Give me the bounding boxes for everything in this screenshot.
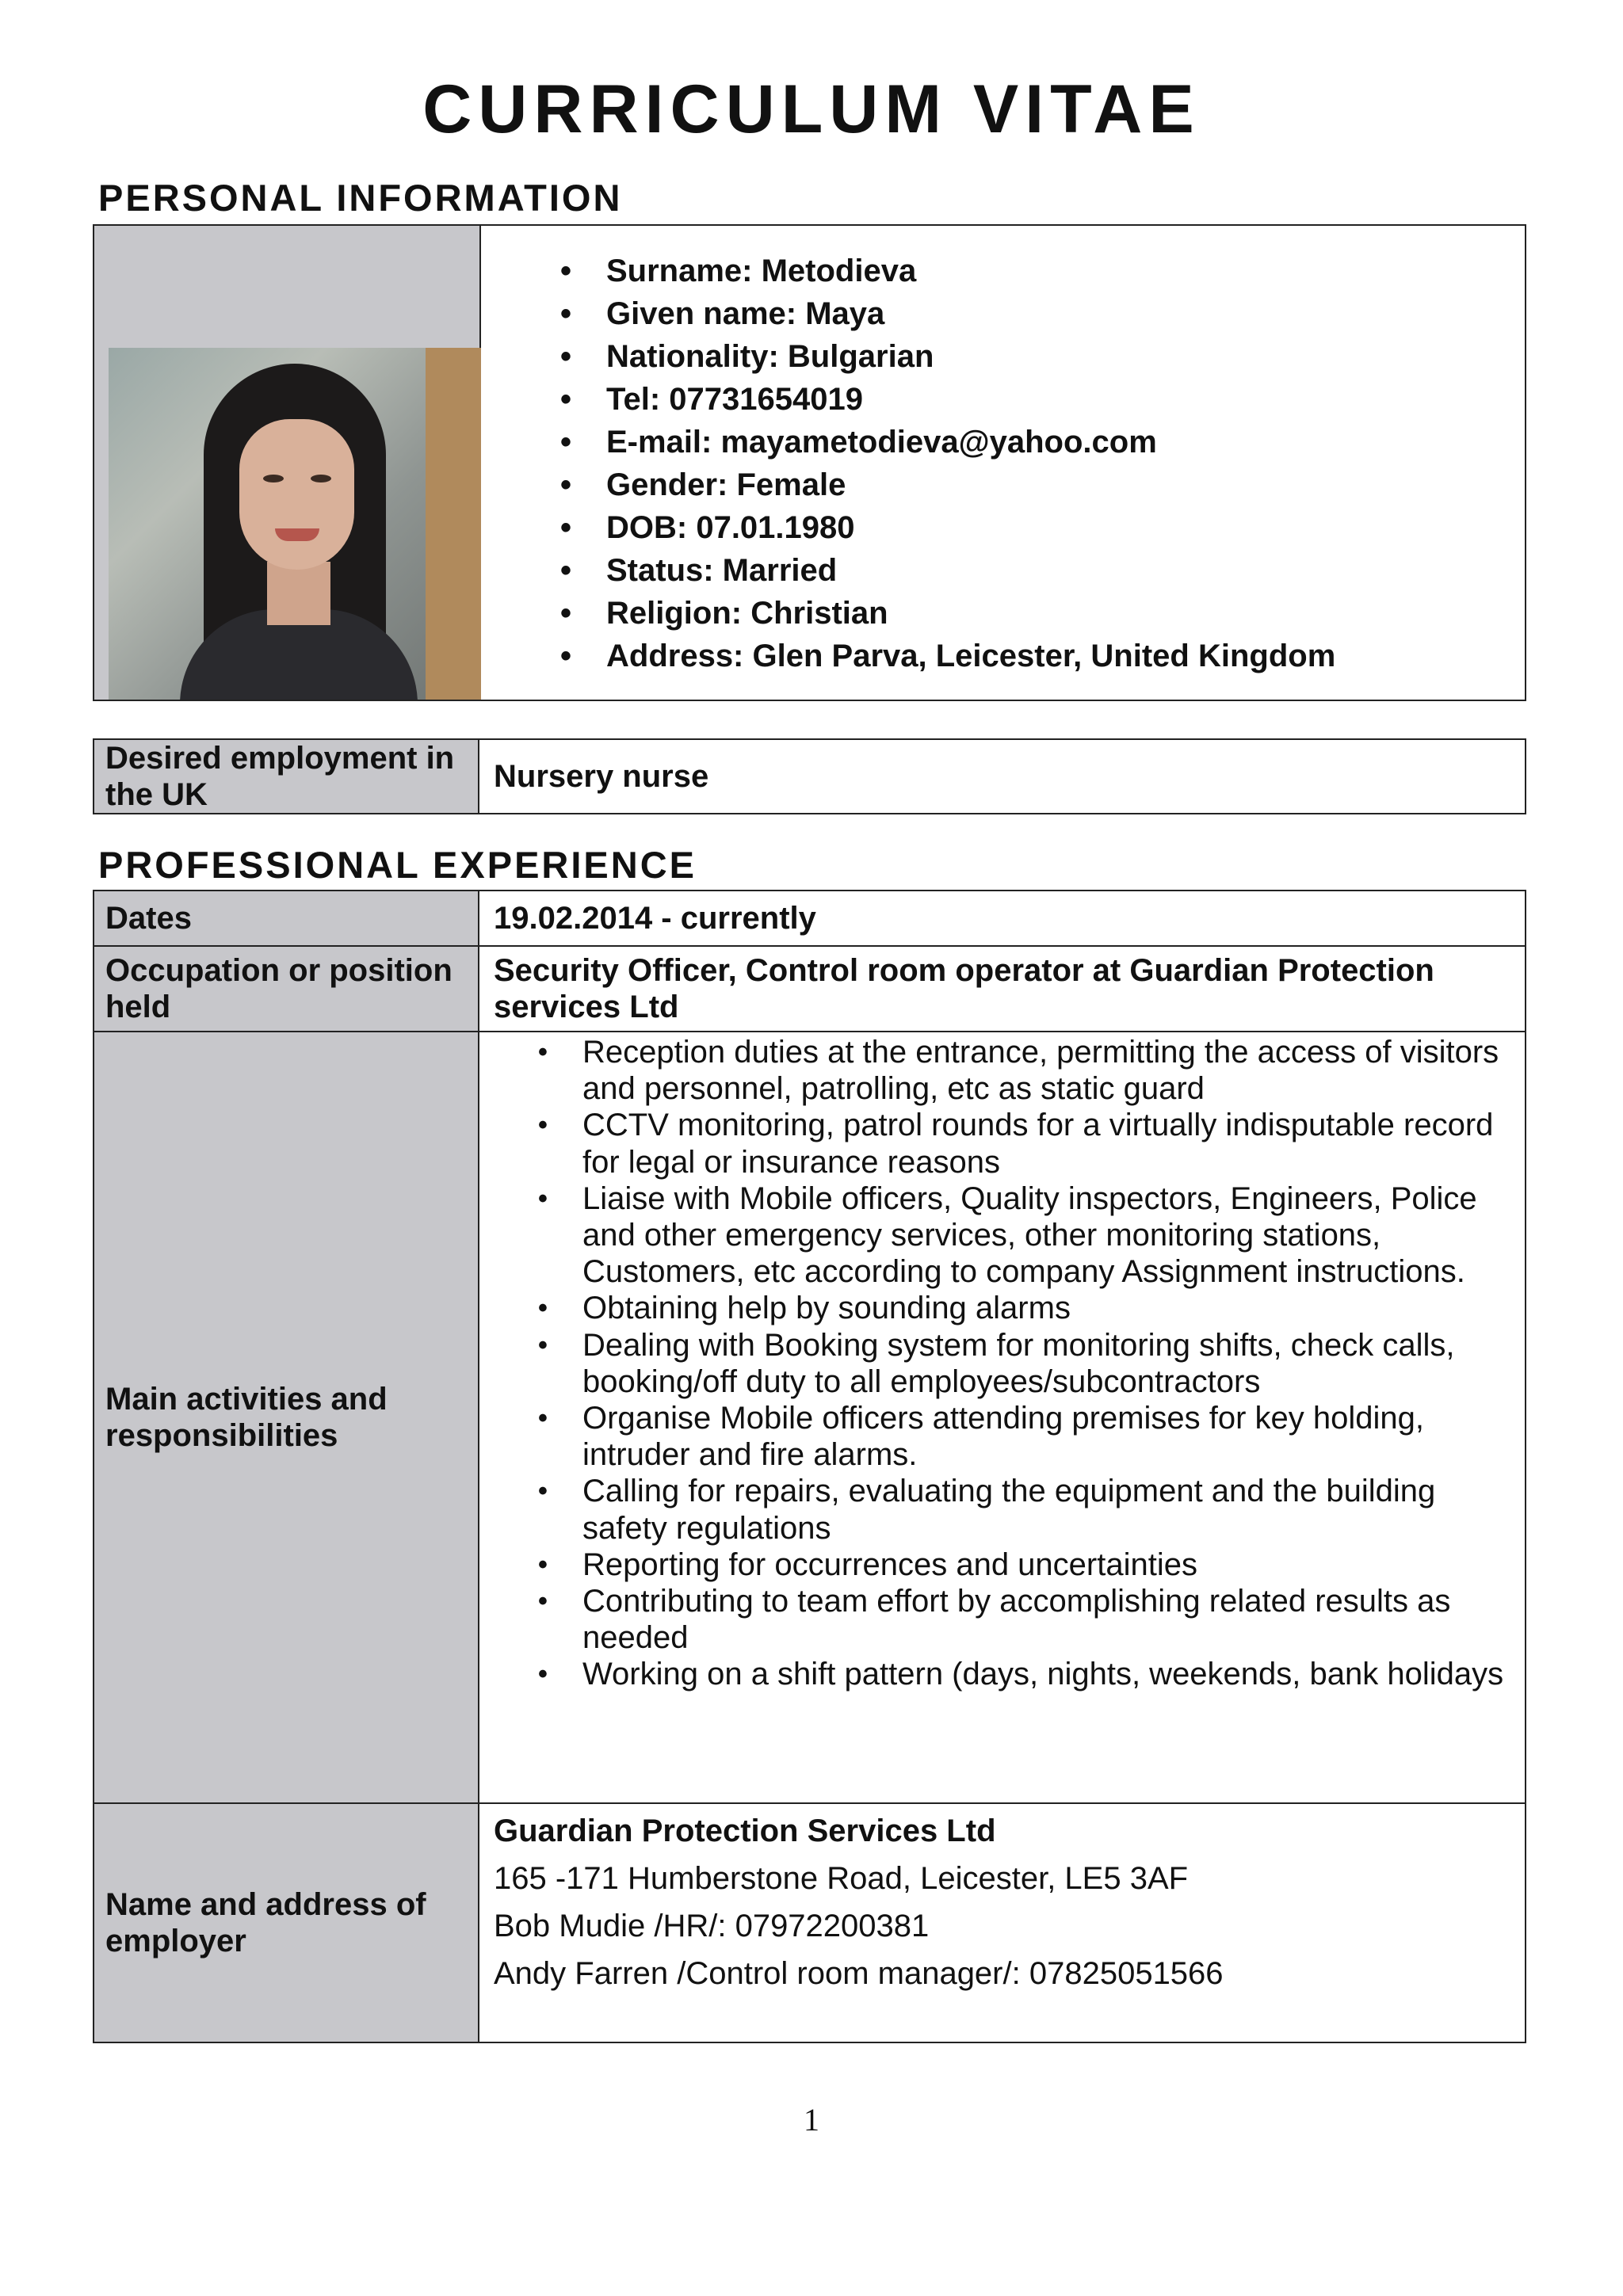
employer-name: Guardian Protection Services Ltd [494, 1814, 996, 1848]
list-item: • Organise Mobile officers attending premises for key holding, intruder and fire alarms. [582, 1400, 1509, 1473]
profile-photo [109, 348, 481, 700]
list-item: • CCTV monitoring, patrol rounds for a virtually indisputable record for legal or insurance reasons [582, 1107, 1509, 1180]
employer-cell [479, 1803, 1526, 2042]
list-item: • Contributing to team effort by accomplishing related results as needed [582, 1583, 1509, 1656]
employer-contact-hr: Bob Mudie /HR/: 07972200381 [494, 1909, 930, 1943]
detail-tel: • Tel: 07731654019 [606, 378, 1525, 421]
page-number: 1 [804, 2102, 819, 2138]
list-item: • Obtaining help by sounding alarms [582, 1290, 1509, 1326]
activities-list [479, 1034, 1525, 1693]
employer-contact-manager: Andy Farren /Control room manager/: 07825051566 [494, 1956, 1224, 1991]
personal-information-heading: PERSONAL INFORMATION [98, 177, 623, 219]
dates-value: 19.02.2014 - currently [479, 891, 1526, 946]
desired-employment-label: Desired employment in the UK [94, 739, 479, 814]
employer-address: 165 -171 Humberstone Road, Leicester, LE5 3AF [494, 1861, 1189, 1896]
detail-gender: • Gender: Female [606, 463, 1525, 506]
detail-given-name: • Given name: Maya [606, 292, 1525, 335]
activities-cell [479, 1032, 1526, 1803]
desired-employment-value: Nursery nurse [479, 739, 1526, 814]
document-title: CURRICULUM VITAE [422, 71, 1201, 147]
personal-details-cell [480, 225, 1526, 700]
personal-information-table [93, 224, 1526, 701]
list-item: • Working on a shift pattern (days, nights, weekends, bank holidays [582, 1656, 1509, 1692]
detail-email: • E-mail: mayametodieva@yahoo.com [606, 421, 1525, 463]
list-item: • Dealing with Booking system for monitoring shifts, check calls, booking/off duty to all employees/subcontractors [582, 1327, 1509, 1400]
detail-dob: • DOB: 07.01.1980 [606, 506, 1525, 549]
list-item: • Calling for repairs, evaluating the equipment and the building safety regulations [582, 1473, 1509, 1546]
occupation-value: Security Officer, Control room operator at Guardian Protection services Ltd [479, 946, 1526, 1032]
list-item: • Reception duties at the entrance, permitting the access of visitors and personnel, patrolling, etc as static guard [582, 1034, 1509, 1107]
detail-status: • Status: Married [606, 549, 1525, 592]
list-item: • Reporting for occurrences and uncertainties [582, 1547, 1509, 1583]
detail-surname: • Surname: Metodieva [606, 250, 1525, 292]
desired-employment-table [93, 738, 1526, 814]
activities-label: Main activities and responsibilities [94, 1032, 479, 1803]
personal-details-list [481, 226, 1525, 677]
occupation-label: Occupation or position held [94, 946, 479, 1032]
dates-label: Dates [94, 891, 479, 946]
detail-nationality: • Nationality: Bulgarian [606, 335, 1525, 378]
list-item: • Liaise with Mobile officers, Quality inspectors, Engineers, Police and other emergency services, other monitoring stations, Customers, etc according to company Assignment instructions. [582, 1180, 1509, 1291]
employer-label: Name and address of employer [94, 1803, 479, 2042]
detail-religion: • Religion: Christian [606, 592, 1525, 635]
detail-address: • Address: Glen Parva, Leicester, United Kingdom [606, 635, 1525, 677]
professional-experience-table [93, 890, 1526, 2043]
photo-cell [94, 225, 480, 700]
professional-experience-heading: PROFESSIONAL EXPERIENCE [98, 844, 697, 886]
